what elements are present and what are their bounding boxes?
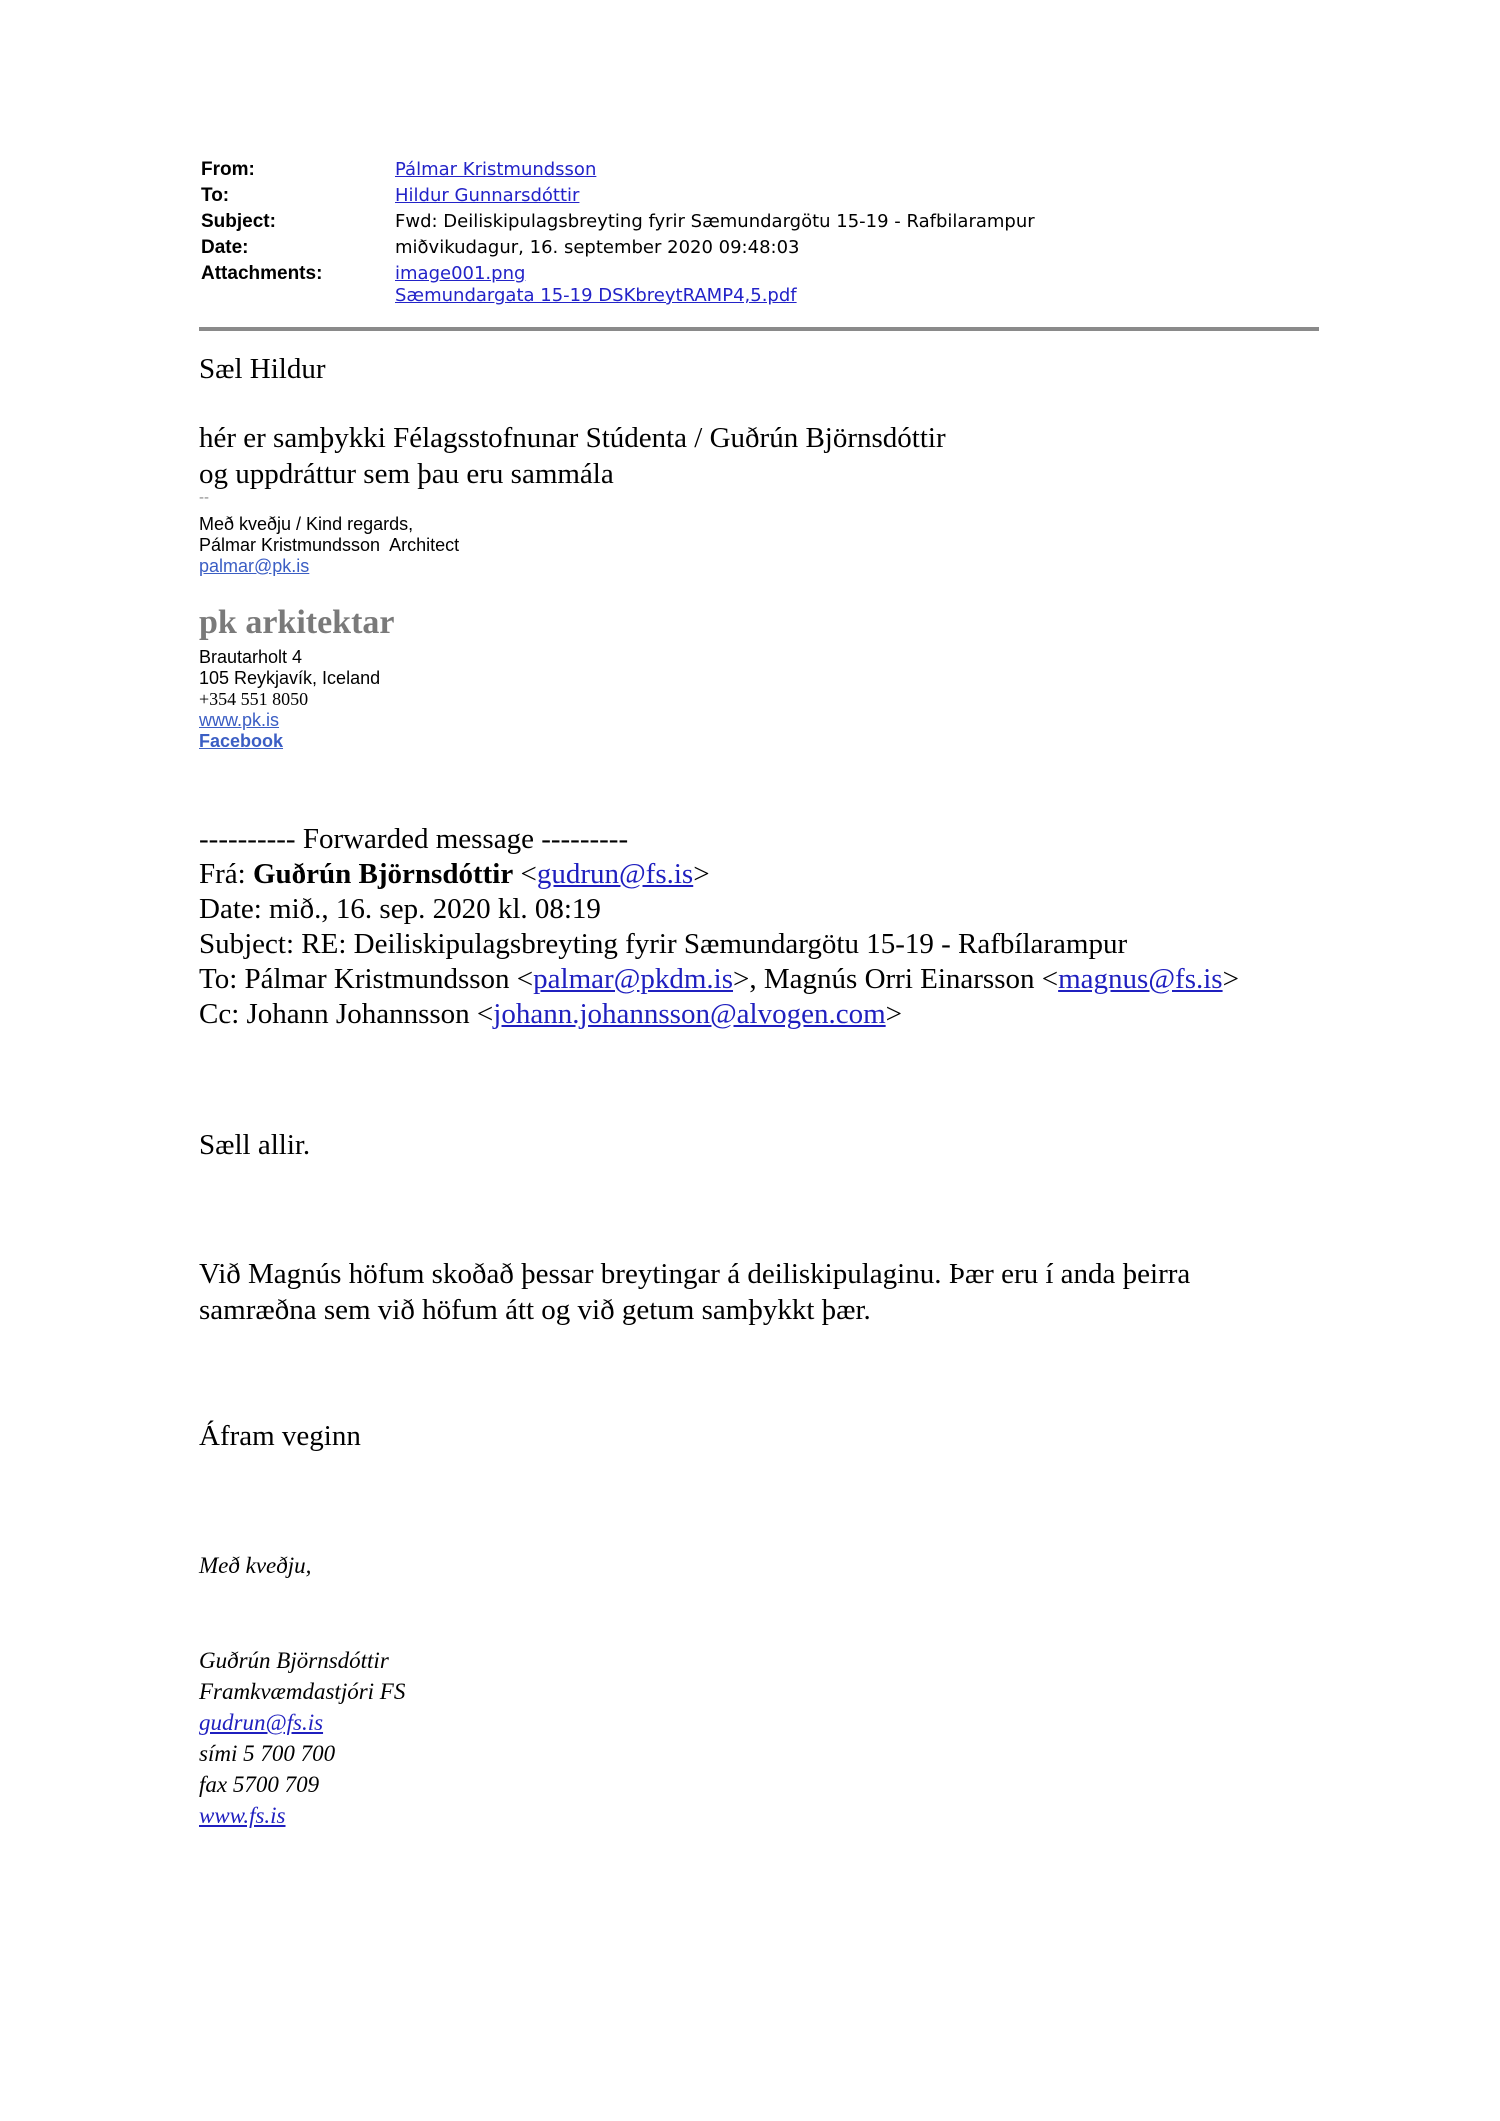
forwarded-date: Date: mið., 16. sep. 2020 kl. 08:19: [199, 893, 601, 925]
intro-paragraph: [199, 420, 946, 492]
to-email-link[interactable]: magnus@fs.is: [1058, 963, 1223, 995]
email-header: [201, 157, 1321, 307]
signature-name: Pálmar Kristmundsson Architect: [199, 535, 460, 555]
header-to-row: [201, 183, 1321, 209]
signature-title: Framkvæmdastjóri FS: [199, 1679, 406, 1704]
subject-value: Fwd: Deiliskipulagsbreyting fyrir Sæmundargötu 15-19 - Rafbilarampur: [395, 211, 1035, 232]
forwarded-cc: Cc: Johann Johannsson <johann.johannsson@alvogen.com>: [199, 998, 903, 1030]
attachment-link[interactable]: image001.png: [395, 263, 526, 284]
facebook-link[interactable]: Facebook: [199, 731, 284, 751]
cc-email-link[interactable]: johann.johannsson@alvogen.com: [493, 998, 886, 1030]
signature-regards: Með kveðju / Kind regards,: [199, 514, 414, 534]
header-date-row: [201, 235, 1321, 261]
signature-dash: --: [199, 489, 209, 506]
intro-line: hér er samþykki Félagsstofnunar Stúdenta / Guðrún Björnsdóttir: [199, 422, 946, 454]
message-paragraph: [199, 1256, 1190, 1328]
header-subject-row: [201, 209, 1321, 235]
forwarded-from: Frá: Guðrún Björnsdóttir <gudrun@fs.is>: [199, 858, 710, 890]
company-address-block: [199, 647, 380, 752]
forwarded-subject: Subject: RE: Deiliskipulagsbreyting fyrir Sæmundargötu 15-19 - Rafbílarampur: [199, 928, 1128, 960]
date-value: miðvikudagur, 16. september 2020 09:48:03: [395, 237, 800, 258]
from-link[interactable]: Pálmar Kristmundsson: [395, 159, 597, 180]
to-email-link[interactable]: palmar@pkdm.is: [533, 963, 734, 995]
signature-fax: fax 5700 709: [199, 1772, 320, 1797]
company-website-link[interactable]: www.pk.is: [199, 710, 280, 730]
signature-block: [199, 514, 459, 577]
to-link[interactable]: Hildur Gunnarsdóttir: [395, 185, 580, 206]
forwarded-from-email-link[interactable]: gudrun@fs.is: [536, 858, 694, 890]
signature-website-link[interactable]: www.fs.is: [199, 1803, 286, 1828]
message-signature: [199, 1645, 405, 1831]
subject-label: Subject:: [201, 211, 276, 232]
date-label: Date:: [201, 237, 249, 258]
from-label: From:: [201, 159, 255, 180]
greeting: Sæl Hildur: [199, 353, 326, 385]
message-closing-phrase: Áfram veginn: [199, 1420, 361, 1452]
signature-email-link[interactable]: gudrun@fs.is: [199, 1710, 324, 1735]
forwarded-from-name: Guðrún Björnsdóttir: [252, 858, 514, 890]
message-closing: Með kveðju,: [199, 1553, 312, 1578]
company-name: pk arkitektar: [199, 604, 395, 641]
company-street: Brautarholt 4: [199, 647, 303, 667]
header-from-row: [201, 157, 1321, 183]
signature-email-link[interactable]: palmar@pk.is: [199, 556, 310, 576]
header-attachments-row: [201, 263, 1321, 307]
attachment-link[interactable]: Sæmundargata 15-19 DSKbreytRAMP4,5.pdf: [395, 285, 797, 306]
company-city: 105 Reykjavík, Iceland: [199, 668, 381, 688]
message-greeting: Sæll allir.: [199, 1129, 311, 1161]
intro-line: og uppdráttur sem þau eru sammála: [199, 458, 614, 490]
message-line: Við Magnús höfum skoðað þessar breytingar á deiliskipulaginu. Þær eru í anda þeirra: [199, 1258, 1191, 1290]
signature-name: Guðrún Björnsdóttir: [199, 1648, 389, 1673]
signature-phone: sími 5 700 700: [199, 1741, 336, 1766]
forwarded-header: [199, 822, 1239, 1032]
company-phone: +354 551 8050: [199, 689, 309, 709]
message-line: samræðna sem við höfum átt og við getum samþykkt þær.: [199, 1294, 871, 1326]
forwarded-separator: ---------- Forwarded message ---------: [199, 823, 629, 855]
header-divider: [199, 327, 1319, 331]
to-label: To:: [201, 185, 230, 206]
attachments-label: Attachments:: [201, 263, 323, 284]
forwarded-to: To: Pálmar Kristmundsson <palmar@pkdm.is>, Magnús Orri Einarsson <magnus@fs.is>: [199, 963, 1239, 995]
